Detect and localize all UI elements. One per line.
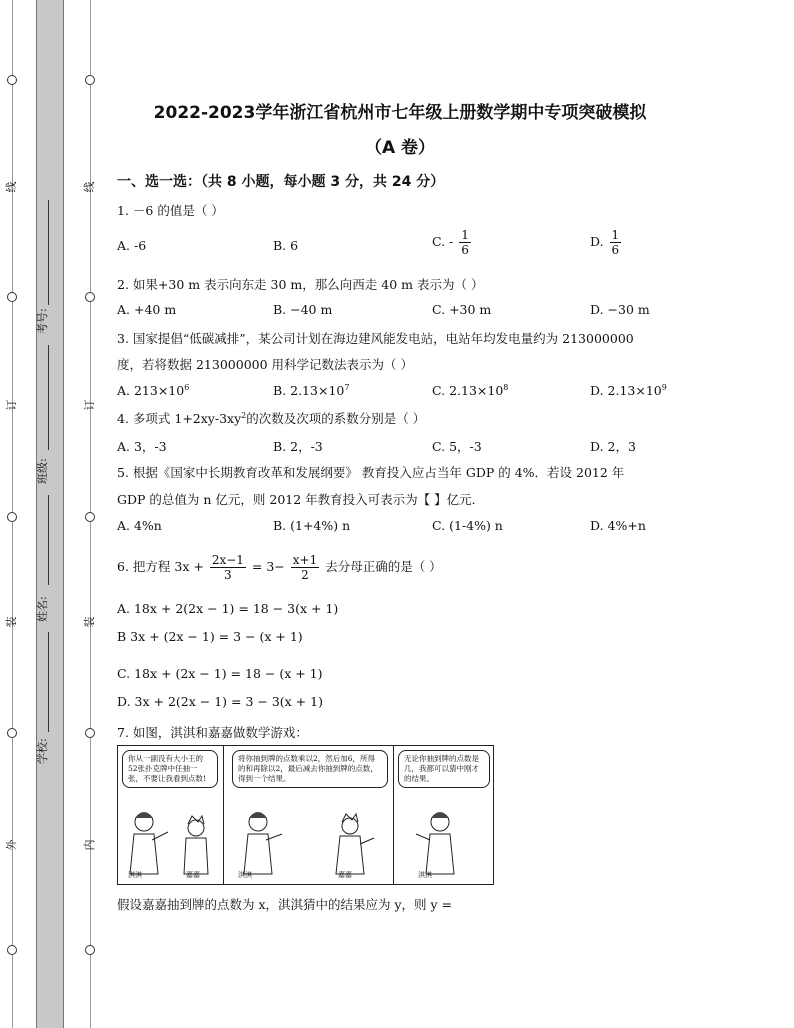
fraction-numerator: 1 [611,228,620,242]
q3-option-a-exponent: 6 [184,383,190,392]
caption-qiqi: 淇淇 [238,871,252,879]
q1-option-d [590,228,623,257]
q5-option-d: D. 4%+n [590,518,646,533]
fraction-denominator: 6 [611,243,620,257]
q6-option-d: D. 3x + 2(2x − 1) = 3 − 3(x + 1) [117,694,323,709]
binding-hole [7,945,17,955]
fraction-numerator: 1 [461,228,469,242]
fraction [291,553,319,582]
question-5-line2: GDP 的总值为 n 亿元，则 2012 年教育投入可表示为【 】亿元． [117,492,485,507]
fraction-denominator: 2 [301,568,309,582]
q4-option-a: A. 3，-3 [117,439,167,454]
q3-option-a [117,383,189,398]
q2-option-a: A. +40 m [117,302,177,317]
binding-hole [85,75,95,85]
caption-jiajia: 嘉嘉 [186,871,200,879]
q5-option-b: B. (1+4%) n [273,518,351,533]
q3-option-d-base: D. 2.13×10 [590,383,662,399]
q1-option-b: B. 6 [273,238,299,253]
q1-option-a: A. -6 [117,238,147,253]
margin-char-outer: 订 [5,399,18,411]
field-underline [48,632,49,732]
q4-option-c: C. 5，-3 [432,439,482,454]
question-2-stem: 2. 如果+30 m 表示向东走 30 m，那么向西走 40 m 表示为（ ） [117,277,484,292]
binding-hole [7,728,17,738]
field-label-class: 班级: [36,458,49,484]
fraction [210,553,246,582]
comic-strip [117,745,494,885]
q6-option-a: A. 18x + 2(2x − 1) = 18 − 3(x + 1) [117,601,339,616]
question-1-stem: 1. －6 的值是（ ） [117,203,224,218]
q1-option-c-prefix: C. - [432,234,454,249]
binding-hole [85,945,95,955]
page-title: 2022-2023学年浙江省杭州市七年级上册数学期中专项突破模拟 [153,103,647,123]
q2-option-d: D. −30 m [590,302,650,317]
page-subtitle: （A 卷） [364,138,436,158]
caption-qiqi: 淇淇 [128,871,142,879]
q5-option-c: C. (1-4%) n [432,518,503,533]
field-label-exam-number: 考号: [36,308,49,334]
comic-figure-illustration [398,804,490,882]
question-3-line2: 度，若将数据 213000000 用科学记数法表示为（ ） [117,357,413,372]
question-5-line1: 5. 根据《国家中长期教育改革和发展纲要》 教育投入应占当年 GDP 的 4%．若设 2012 年 [117,465,625,480]
q4-stem-prefix: 4. 多项式 1+2xy-3xy [117,411,242,426]
question-3-line1: 3. 国家提倡“低碳减排”，某公司计划在海边建风能发电站，电站年均发电量约为 213000000 [117,331,634,346]
speech-bubble: 你从一副没有大小王的52张扑克牌中任抽一张，不要让我看到点数! [122,750,218,788]
fraction-denominator: 3 [224,568,232,582]
comic-panel-1 [118,746,224,884]
fraction-denominator: 6 [461,243,469,257]
margin-char-inner: 线 [83,181,96,193]
speech-bubble: 无论你抽到牌的点数是几，我都可以猜中刚才的结果。 [398,750,490,788]
fraction-numerator: x+1 [292,553,318,567]
q4-stem-exponent: 2 [241,410,247,420]
field-underline [48,495,49,585]
q2-option-b: B. −40 m [273,302,333,317]
q1-option-d-prefix: D. [590,234,604,249]
q3-option-c [432,383,508,398]
q5-option-a: A. 4%n [117,518,162,533]
q6-option-b: B 3x + (2x − 1) = 3 − (x + 1) [117,629,303,644]
q6-option-c: C. 18x + (2x − 1) = 18 − (x + 1) [117,666,323,681]
margin-char-inner: 装 [83,616,96,628]
binding-hole [7,75,17,85]
q2-option-c: C. +30 m [432,302,492,317]
margin-char-inner: 内 [83,839,96,851]
q3-option-c-base: C. 2.13×10 [432,383,504,399]
caption-jiajia: 嘉嘉 [338,871,352,879]
q3-option-b [273,383,349,398]
comic-figures-illustration [228,804,392,882]
q3-option-b-exponent: 7 [344,383,350,392]
caption-qiqi: 淇淇 [418,871,432,879]
fraction [610,228,622,257]
comic-panel-2 [224,746,394,884]
q3-option-a-base: A. 213×10 [117,383,185,399]
field-underline [48,200,49,305]
fraction [459,228,471,257]
margin-char-outer: 线 [5,181,18,193]
field-label-name: 姓名: [36,596,49,622]
speech-bubble: 将你抽到牌的点数乘以2，然后加6，所得的和再除以2，最后减去你抽到牌的点数，得到一个结果。 [232,750,388,788]
margin-char-inner: 订 [83,399,96,411]
q4-option-d: D. 2，3 [590,439,636,454]
field-label-school: 学校: [36,738,49,764]
q3-option-d [590,383,667,398]
question-4-stem [117,409,425,427]
question-6-stem [117,553,442,582]
binding-strip [36,0,64,1028]
q3-option-b-base: B. 2.13×10 [273,383,345,399]
section-heading: 一、选一选：（共 8 小题，每小题 3 分，共 24 分） [117,174,445,190]
q4-stem-suffix: 的次数及次项的系数分别是（ ） [246,411,426,426]
q4-option-b: B. 2，-3 [273,439,323,454]
binding-hole [7,292,17,302]
binding-hole [85,512,95,522]
fraction-numerator: 2x−1 [211,553,244,567]
margin-char-outer: 外 [5,839,18,851]
field-underline [48,345,49,450]
margin-char-outer: 装 [5,616,18,628]
binding-hole [85,292,95,302]
q1-option-c [432,228,473,257]
binding-hole [85,728,95,738]
question-7-follow: 假设嘉嘉抽到牌的点数为 x，淇淇猜中的结果应为 y，则 y = [117,897,453,912]
q3-option-c-exponent: 8 [503,383,509,392]
comic-panel-3 [394,746,494,884]
q6-stem-prefix: 6. 把方程 3x + [117,559,204,574]
q6-stem-suffix: 去分母正确的是（ ） [325,559,442,574]
binding-hole [7,512,17,522]
q6-stem-middle: = 3− [251,559,285,574]
question-7-stem: 7. 如图，淇淇和嘉嘉做数学游戏： [117,725,308,740]
q3-option-d-exponent: 9 [661,383,667,392]
